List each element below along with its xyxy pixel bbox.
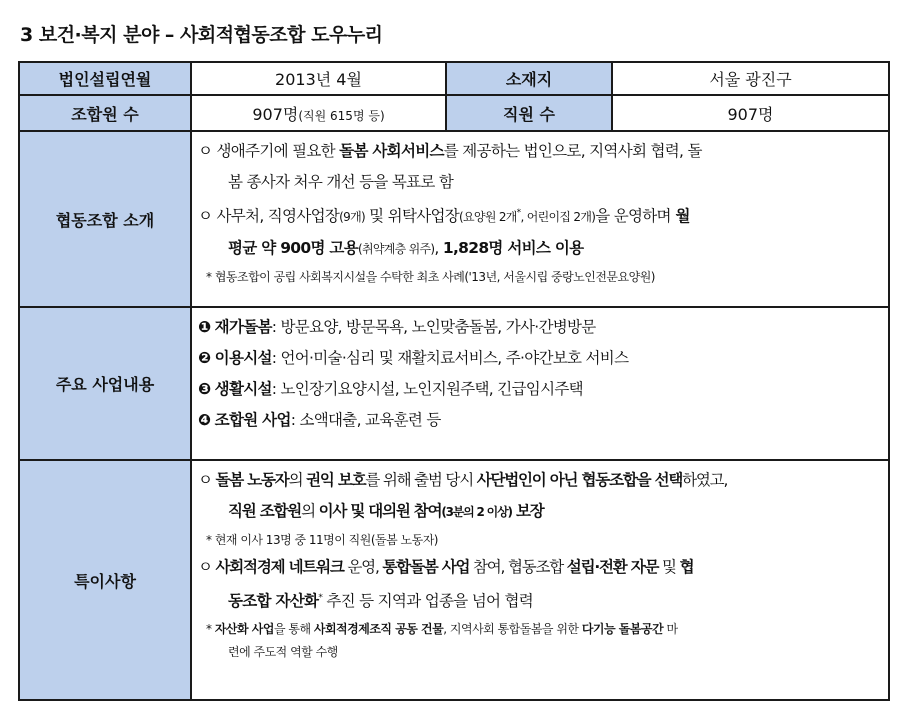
members-note: (직원 615명 등) xyxy=(298,108,385,123)
special-bullet-1-cont: 직원 조합원의 이사 및 대의원 참여(3분의 2 이상) 보장 xyxy=(228,502,544,520)
founded-label: 법인설립연월 xyxy=(19,62,191,95)
intro-bullet-2: ㅇ 사무처, 직영사업장(9개) 및 위탁사업장(요양원 2개*, 어린이집 2개)을 운영하며 월 xyxy=(198,207,690,226)
location-value: 서울 광진구 xyxy=(612,62,889,95)
intro-label: 협동조합 소개 xyxy=(19,131,191,307)
intro-bullet-1: ㅇ 생애주기에 필요한 돌봄 사회서비스를 제공하는 법인으로, 지역사회 협력, 돌 xyxy=(198,142,702,160)
business-item-4: ❹ 조합원 사업: 소액대출, 교육훈련 등 xyxy=(198,411,441,429)
row-business xyxy=(19,307,889,460)
members-value: 907명 xyxy=(252,104,299,124)
number-1-icon: ❶ xyxy=(198,318,211,336)
business-item-2: ❷ 이용시설: 언어·미술·심리 및 재활치료서비스, 주·야간보호 서비스 xyxy=(198,349,629,367)
business-content xyxy=(191,307,889,460)
special-footnote-1: * 현재 이사 13명 중 11명이 직원(돌봄 노동자) xyxy=(206,533,438,547)
row-founded-location xyxy=(19,62,889,95)
members-cell xyxy=(191,95,446,131)
row-members-staff xyxy=(19,95,889,131)
intro-content xyxy=(191,131,889,307)
founded-value: 2013년 4월 xyxy=(191,62,446,95)
special-label: 특이사항 xyxy=(19,460,191,700)
keyword: 돌봄 사회서비스 xyxy=(339,142,444,160)
special-bullet-2: ㅇ 사회적경제 네트워크 운영, 통합돌봄 사업 참여, 협동조합 설립·전환 자문 및 협 xyxy=(198,558,694,576)
special-bullet-2-cont: 동조합 자산화* 추진 등 지역과 업종을 넘어 협력 xyxy=(228,592,534,611)
members-label: 조합원 수 xyxy=(19,95,191,131)
footnote-mark: * xyxy=(318,593,323,603)
special-content xyxy=(191,460,889,700)
business-item-3: ❸ 생활시설: 노인장기요양시설, 노인지원주택, 긴급임시주택 xyxy=(198,380,583,398)
footnote-mark: * xyxy=(516,208,521,218)
location-label: 소재지 xyxy=(446,62,612,95)
special-footnote-2-cont: 련에 주도적 역할 수행 xyxy=(228,645,338,660)
business-item-1: ❶ 재가돌봄: 방문요양, 방문목욕, 노인맞춤돌봄, 가사·간병방문 xyxy=(198,318,596,336)
cooperative-info-table xyxy=(18,61,890,701)
special-bullet-1: ㅇ 돌봄 노동자의 권익 보호를 위해 출범 당시 사단법인이 아닌 협동조합을 선택하였고, xyxy=(198,471,728,489)
bullet-mark: ㅇ xyxy=(198,558,212,576)
row-special xyxy=(19,460,889,700)
business-label: 주요 사업내용 xyxy=(19,307,191,460)
number-3-icon: ❸ xyxy=(198,380,211,398)
intro-bullet-1-cont: 봄 종사자 처우 개선 등을 목표로 함 xyxy=(228,173,454,191)
row-intro xyxy=(19,131,889,307)
staff-value: 907명 xyxy=(612,95,889,131)
number-2-icon: ❷ xyxy=(198,349,211,367)
special-footnote-2: * 자산화 사업을 통해 사회적경제조직 공동 건물, 지역사회 통합돌봄을 위한 다기능 돌봄공간 마 xyxy=(206,622,678,637)
bullet-mark: ㅇ xyxy=(198,471,212,489)
number-4-icon: ❹ xyxy=(198,411,211,429)
bullet-mark: ㅇ xyxy=(198,142,213,160)
section-title: 3 보건·복지 분야 – 사회적협동조합 도우누리 xyxy=(20,24,383,46)
bullet-mark: ㅇ xyxy=(198,207,213,226)
intro-bullet-2-cont: 평균 약 900명 고용(취약계층 위주), 1,828명 서비스 이용 xyxy=(228,239,584,258)
intro-footnote: * 협동조합이 공립 사회복지시설을 수탁한 최초 사례('13년, 서울시립 중랑노인전문요양원) xyxy=(206,270,655,285)
staff-label: 직원 수 xyxy=(446,95,612,131)
